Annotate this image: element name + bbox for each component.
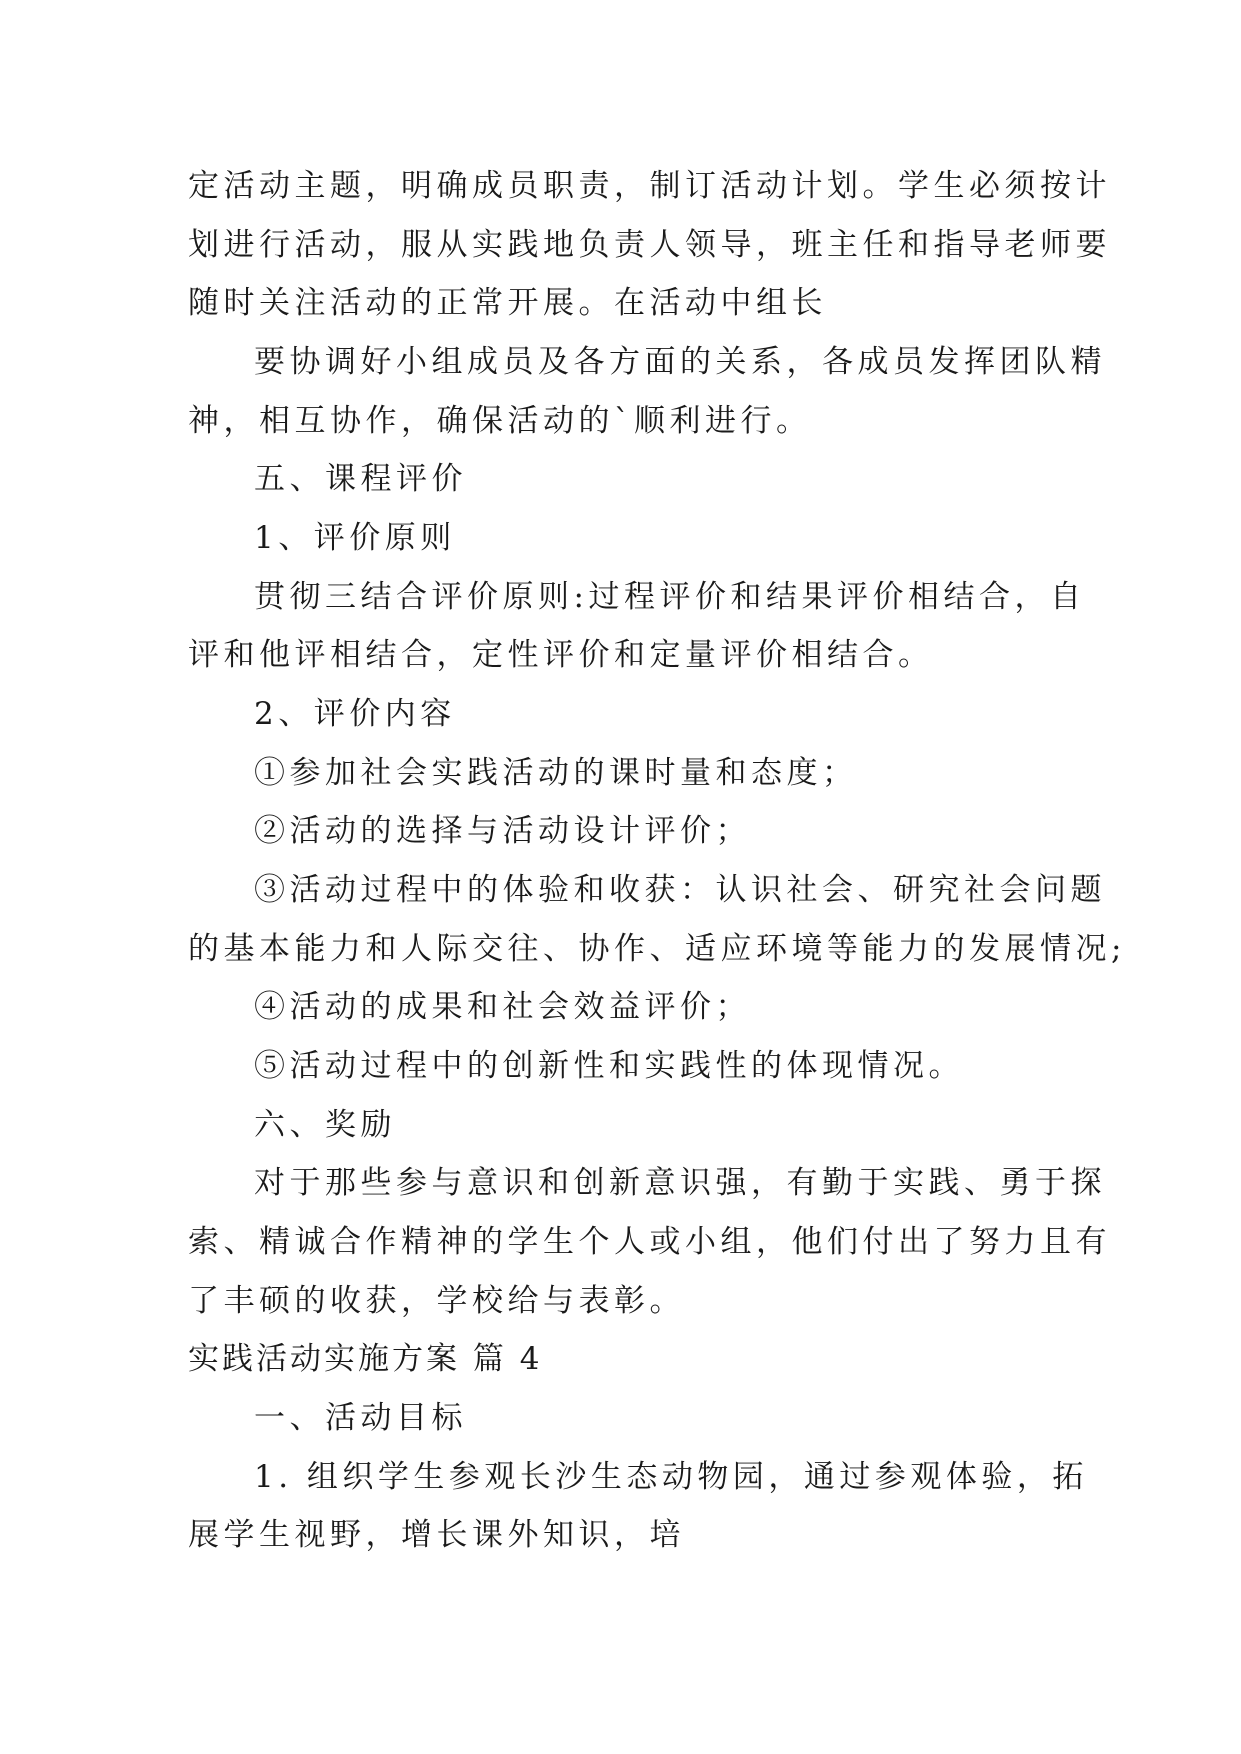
subsection-heading: 2、评价内容 bbox=[254, 696, 456, 732]
text-line: 要协调好小组成员及各方面的关系，各成员发挥团队精 bbox=[254, 344, 1106, 380]
list-item: ⑤活动过程中的创新性和实践性的体现情况。 bbox=[254, 1048, 964, 1084]
section-heading: 六、奖励 bbox=[254, 1107, 396, 1143]
list-item: ②活动的选择与活动设计评价； bbox=[254, 813, 751, 849]
text-line: 对于那些参与意识和创新意识强，有勤于实践、勇于探 bbox=[254, 1165, 1106, 1201]
section-heading: 一、活动目标 bbox=[254, 1400, 467, 1436]
document-title: 实践活动实施方案 篇 4 bbox=[188, 1341, 543, 1377]
text-line: 定活动主题，明确成员职责，制订活动计划。学生必须按计 bbox=[188, 168, 1111, 204]
list-item: ①参加社会实践活动的课时量和态度； bbox=[254, 755, 858, 791]
subsection-heading: 1、评价原则 bbox=[254, 520, 456, 556]
text-line: 的基本能力和人际交往、协作、适应环境等能力的发展情况; bbox=[188, 931, 1126, 967]
text-line: 索、精诚合作精神的学生个人或小组，他们付出了努力且有 bbox=[188, 1224, 1111, 1260]
text-line: 神，相互协作，确保活动的`顺利进行。 bbox=[188, 403, 812, 439]
text-line: 贯彻三结合评价原则:过程评价和结果评价相结合，自 bbox=[254, 579, 1086, 615]
text-line: 随时关注活动的正常开展。在活动中组长 bbox=[188, 285, 827, 321]
text-line: 了丰硕的收获，学校给与表彰。 bbox=[188, 1283, 685, 1319]
text-line: 展学生视野，增长课外知识，培 bbox=[188, 1517, 685, 1553]
text-line: 评和他评相结合，定性评价和定量评价相结合。 bbox=[188, 637, 934, 673]
text-line: 1. 组织学生参观长沙生态动物园，通过参观体验，拓 bbox=[254, 1459, 1088, 1495]
section-heading: 五、课程评价 bbox=[254, 461, 467, 497]
text-line: 划进行活动，服从实践地负责人领导，班主任和指导老师要 bbox=[188, 227, 1111, 263]
list-item: ④活动的成果和社会效益评价； bbox=[254, 989, 751, 1025]
list-item: ③活动过程中的体验和收获：认识社会、研究社会问题 bbox=[254, 872, 1106, 908]
